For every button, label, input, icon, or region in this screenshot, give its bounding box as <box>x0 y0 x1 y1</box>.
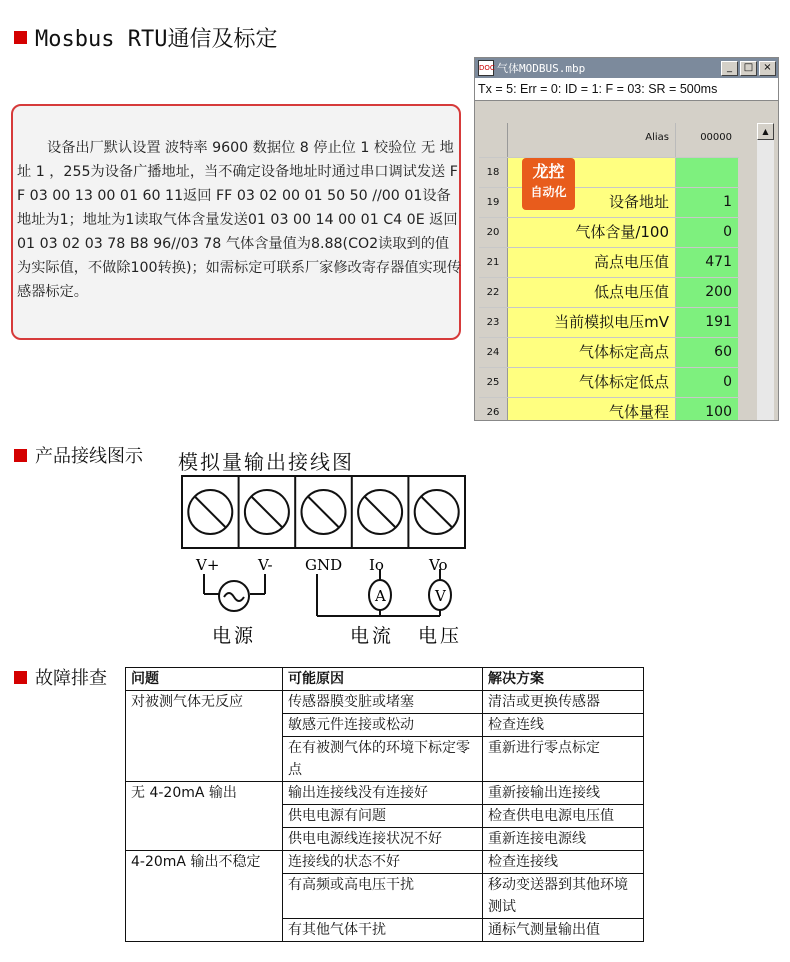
header-solution: 解决方案 <box>483 668 644 691</box>
table-row <box>126 782 644 805</box>
cell-problem: 4-20mA 输出不稳定 <box>126 851 283 874</box>
cell-solution: 通标气测量输出值 <box>483 919 644 942</box>
register-alias[interactable]: 气体量程 <box>508 398 676 421</box>
table-row <box>126 919 644 942</box>
register-alias[interactable]: 气体标定高点 <box>508 338 676 367</box>
cell-cause: 连接线的状态不好 <box>283 851 483 874</box>
cell-cause: 有其他气体干扰 <box>283 919 483 942</box>
register-grid <box>479 123 739 421</box>
cell-problem <box>126 874 283 919</box>
terminal-label-io: Io <box>369 556 384 574</box>
row-number: 18 <box>479 158 508 187</box>
cell-solution: 移动变送器到其他环境测试 <box>483 874 644 919</box>
register-value[interactable]: 100 <box>676 398 738 421</box>
logo-text-line1: 龙控 <box>532 162 565 181</box>
cell-solution: 检查连接线 <box>483 851 644 874</box>
cell-problem <box>126 828 283 851</box>
wiring-diagram <box>170 474 480 654</box>
register-value[interactable]: 60 <box>676 338 738 367</box>
red-square-icon <box>14 671 27 684</box>
window-titlebar[interactable] <box>475 58 778 78</box>
cell-problem: 对被测气体无反应 <box>126 691 283 714</box>
minimize-button[interactable]: _ <box>721 61 738 76</box>
register-alias[interactable]: 设备地址 <box>508 188 676 217</box>
cell-solution: 检查供电电源电压值 <box>483 805 644 828</box>
header-cause: 可能原因 <box>283 668 483 691</box>
cell-solution: 检查连线 <box>483 714 644 737</box>
cell-cause: 输出连接线没有连接好 <box>283 782 483 805</box>
terminal-label-vo: Vo <box>429 556 448 574</box>
cell-cause: 传感器膜变脏或堵塞 <box>283 691 483 714</box>
screw-slot-icon <box>195 497 225 527</box>
register-row[interactable] <box>479 398 739 421</box>
register-alias[interactable]: 气体含量/100 <box>508 218 676 247</box>
red-square-icon <box>14 31 27 44</box>
register-value[interactable]: 471 <box>676 248 738 277</box>
table-row <box>126 714 644 737</box>
cell-cause: 供电电源有问题 <box>283 805 483 828</box>
register-alias[interactable]: 低点电压值 <box>508 278 676 307</box>
section-title-modbus <box>14 22 277 53</box>
register-row[interactable] <box>479 218 739 248</box>
row-number: 19 <box>479 188 508 217</box>
status-line: Tx = 5: Err = 0: ID = 1: F = 03: SR = 500ms <box>475 78 778 101</box>
current-label: 电流 <box>350 625 395 647</box>
close-button[interactable]: × <box>759 61 776 76</box>
table-row <box>126 828 644 851</box>
section-title-wiring <box>14 442 143 468</box>
register-alias[interactable]: 当前模拟电压mV <box>508 308 676 337</box>
table-row <box>126 874 644 919</box>
ammeter-label: A <box>375 587 386 605</box>
section-title-text: 产品接线图示 <box>35 446 143 467</box>
row-number: 25 <box>479 368 508 397</box>
cell-solution: 清洁或更换传感器 <box>483 691 644 714</box>
screw-slot-icon <box>252 497 282 527</box>
cell-problem <box>126 737 283 782</box>
register-value[interactable]: 191 <box>676 308 738 337</box>
cell-problem: 无 4-20mA 输出 <box>126 782 283 805</box>
register-value[interactable]: 1 <box>676 188 738 217</box>
register-row[interactable] <box>479 368 739 398</box>
wiring-diagram-title: 模拟量输出接线图 <box>178 450 354 474</box>
row-number: 20 <box>479 218 508 247</box>
voltmeter-label: V <box>435 587 446 605</box>
logo-text-line2: 自动化 <box>530 185 567 199</box>
table-row <box>126 737 644 782</box>
window-title: 气体MODBUS.mbp <box>497 62 586 75</box>
screw-slot-icon <box>309 497 339 527</box>
terminal-label-vminus: V- <box>258 556 273 574</box>
table-row <box>126 691 644 714</box>
register-value[interactable]: 0 <box>676 368 738 397</box>
terminal-label-vplus: V+ <box>196 556 220 574</box>
fault-table <box>125 667 644 942</box>
register-row[interactable] <box>479 278 739 308</box>
modbus-window <box>474 57 779 421</box>
document-icon: DOC <box>478 60 494 76</box>
register-row[interactable] <box>479 308 739 338</box>
table-row <box>126 851 644 874</box>
longkong-logo <box>522 158 575 210</box>
register-row[interactable] <box>479 158 739 188</box>
header-corner <box>479 123 508 157</box>
register-value[interactable] <box>676 158 738 187</box>
register-alias[interactable]: 气体标定低点 <box>508 368 676 397</box>
register-value[interactable]: 200 <box>676 278 738 307</box>
table-header-row <box>126 668 644 691</box>
row-number: 21 <box>479 248 508 277</box>
cell-solution: 重新进行零点标定 <box>483 737 644 782</box>
row-number: 22 <box>479 278 508 307</box>
red-square-icon <box>14 449 27 462</box>
screw-slot-icon <box>422 497 452 527</box>
cell-cause: 有高频或高电压干扰 <box>283 874 483 919</box>
info-text: 设备出厂默认设置 波特率 9600 数据位 8 停止位 1 校验位 无 地址 1 ，255为设备广播地址，当不确定设备地址时通过串口调试发送 FF 03 00 13 00 01 60 11返回 FF 03 02 00 01 50 50 //00 01设备地址为1；地址为1读取气体含量发送01 03 00 14 00 01 C4 0E 返回01 03 02 03 78 B8 96//03 78 气体含量值为8.88(CO2读取到的值为实际值，不做除100转换)；如需标定可联系厂家修改寄存器值实现传感器标定。 <box>17 140 462 300</box>
register-row[interactable] <box>479 338 739 368</box>
grid-header <box>479 123 739 158</box>
section-title-fault <box>14 664 107 690</box>
table-row <box>126 805 644 828</box>
header-value[interactable]: 00000 <box>676 123 738 157</box>
cell-cause: 敏感元件连接或松动 <box>283 714 483 737</box>
row-number: 26 <box>479 398 508 421</box>
cell-problem <box>126 714 283 737</box>
cell-solution: 重新连接电源线 <box>483 828 644 851</box>
cell-cause: 在有被测气体的环境下标定零点 <box>283 737 483 782</box>
cell-cause: 供电电源线连接状况不好 <box>283 828 483 851</box>
register-row[interactable] <box>479 188 739 218</box>
row-number: 23 <box>479 308 508 337</box>
header-problem: 问题 <box>126 668 283 691</box>
info-box <box>11 104 461 340</box>
section-title-text: 故障排查 <box>35 668 107 689</box>
cell-solution: 重新接输出连接线 <box>483 782 644 805</box>
header-alias[interactable]: Alias <box>508 123 676 157</box>
section-title-text: Mosbus RTU通信及标定 <box>35 27 278 52</box>
terminal-label-gnd: GND <box>305 556 343 574</box>
register-alias[interactable]: 高点电压值 <box>508 248 676 277</box>
scroll-up-arrow-icon[interactable]: ▲ <box>757 123 774 140</box>
screw-slot-icon <box>365 497 395 527</box>
voltage-label: 电压 <box>418 625 463 647</box>
row-number: 24 <box>479 338 508 367</box>
maximize-button[interactable]: □ <box>740 61 757 76</box>
register-value[interactable]: 0 <box>676 218 738 247</box>
cell-problem <box>126 805 283 828</box>
power-label: 电源 <box>212 625 257 647</box>
ac-wave-icon <box>224 593 244 601</box>
register-row[interactable] <box>479 248 739 278</box>
vertical-scrollbar[interactable] <box>757 123 774 420</box>
cell-problem <box>126 919 283 942</box>
